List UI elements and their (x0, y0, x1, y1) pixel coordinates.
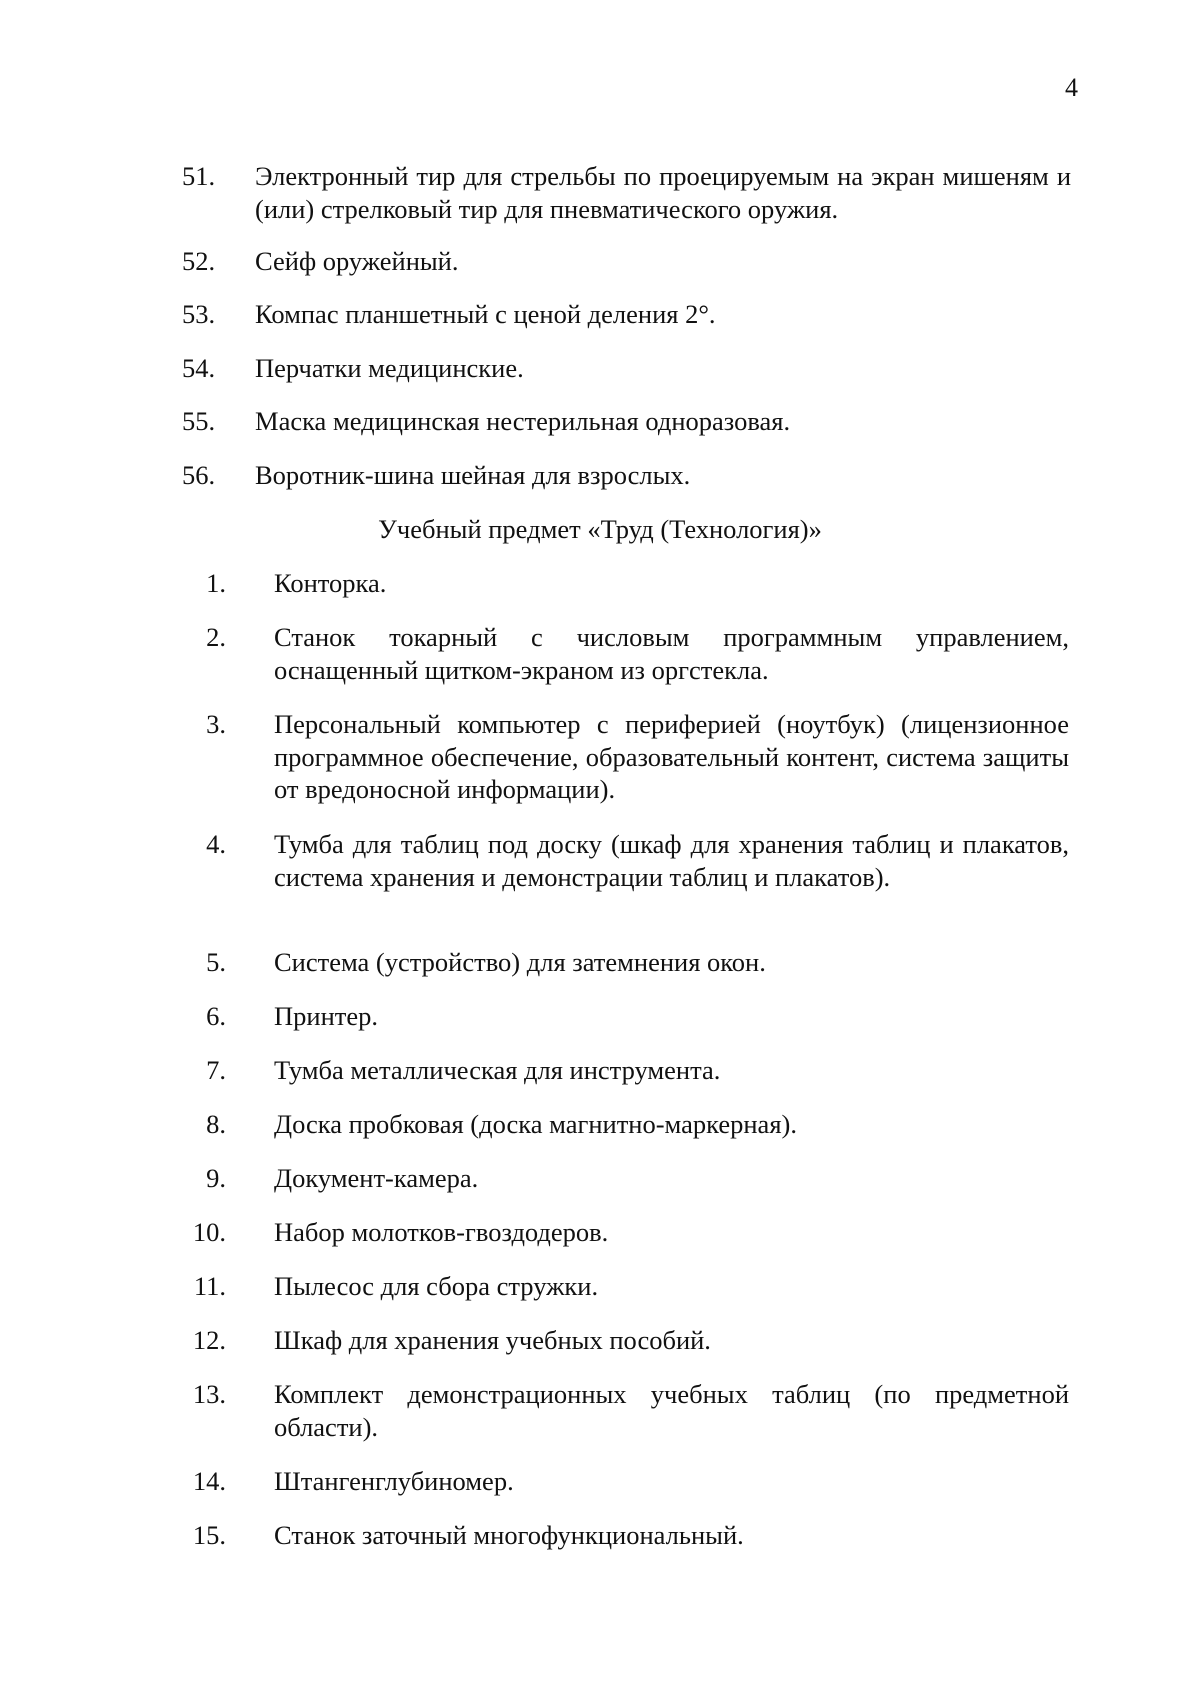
list-item-number: 2. (206, 622, 226, 652)
list-item-number: 51. (182, 161, 216, 191)
list-item-number: 53. (182, 299, 216, 329)
list-item-text: Сейф оружейный. (255, 246, 459, 276)
list-item-text: Маска медицинская нестерильная одноразовая. (255, 406, 791, 436)
list-item-text: Электронный тир для стрельбы по проецируемым на экран мишеням и (или) стрелковый тир для пневматического оружия. (255, 161, 1071, 224)
list-item-number: 10. (192, 1217, 226, 1247)
list-item-number: 13. (192, 1379, 226, 1409)
list-item-text: Персональный компьютер с периферией (ноутбук) (лицензионное программное обеспечение, образовательный контент, система защиты от вредоносной информации). (274, 709, 1069, 804)
list-item-number: 5. (206, 947, 226, 977)
list-item-text: Шкаф для хранения учебных пособий. (274, 1325, 711, 1355)
list-item-text: Конторка. (274, 568, 387, 598)
list-item-text: Воротник-шина шейная для взрослых. (255, 460, 691, 490)
list-item-number: 6. (206, 1001, 226, 1031)
list-item-text: Тумба металлическая для инструмента. (274, 1055, 721, 1085)
list-item-number: 3. (206, 709, 226, 739)
list-item-text: Комплект демонстрационных учебных таблиц (по предметной области). (274, 1379, 1069, 1442)
list-item-number: 8. (206, 1109, 226, 1139)
list-item-text: Принтер. (274, 1001, 378, 1031)
list-item-text: Станок токарный с числовым программным управлением, оснащенный щитком-экраном из оргстекла. (274, 622, 1069, 685)
list-item-text: Штангенглубиномер. (274, 1466, 514, 1496)
list-item-number: 14. (192, 1466, 226, 1496)
list-item-number: 54. (182, 353, 216, 383)
list-item-text: Перчатки медицинские. (255, 353, 524, 383)
list-item-number: 55. (182, 406, 216, 436)
list-item-text: Пылесос для сбора стружки. (274, 1271, 599, 1301)
list-item-text: Документ-камера. (274, 1163, 479, 1193)
list-item-text: Доска пробковая (доска магнитно-маркерная). (274, 1109, 797, 1139)
section-title: Учебный предмет «Труд (Технология)» (378, 514, 822, 544)
list-item-number: 15. (192, 1520, 226, 1550)
page-number: 4 (1065, 73, 1078, 102)
list-item-number: 9. (206, 1163, 226, 1193)
list-item-number: 56. (182, 460, 216, 490)
list-item-text: Тумба для таблиц под доску (шкаф для хранения таблиц и плакатов, система хранения и демонстрации таблиц и плакатов). (274, 829, 1069, 892)
list-item-text: Станок заточный многофункциональный. (274, 1520, 744, 1550)
list-item-text: Набор молотков-гвоздодеров. (274, 1217, 609, 1247)
list-item-number: 1. (206, 568, 226, 598)
list-item-number: 11. (193, 1271, 226, 1301)
list-item-text: Система (устройство) для затемнения окон. (274, 947, 766, 977)
list-item-number: 4. (206, 829, 226, 859)
list-item-number: 7. (206, 1055, 226, 1085)
list-item-number: 52. (182, 246, 216, 276)
list-item-text: Компас планшетный с ценой деления 2°. (255, 299, 716, 329)
list-item-number: 12. (192, 1325, 226, 1355)
